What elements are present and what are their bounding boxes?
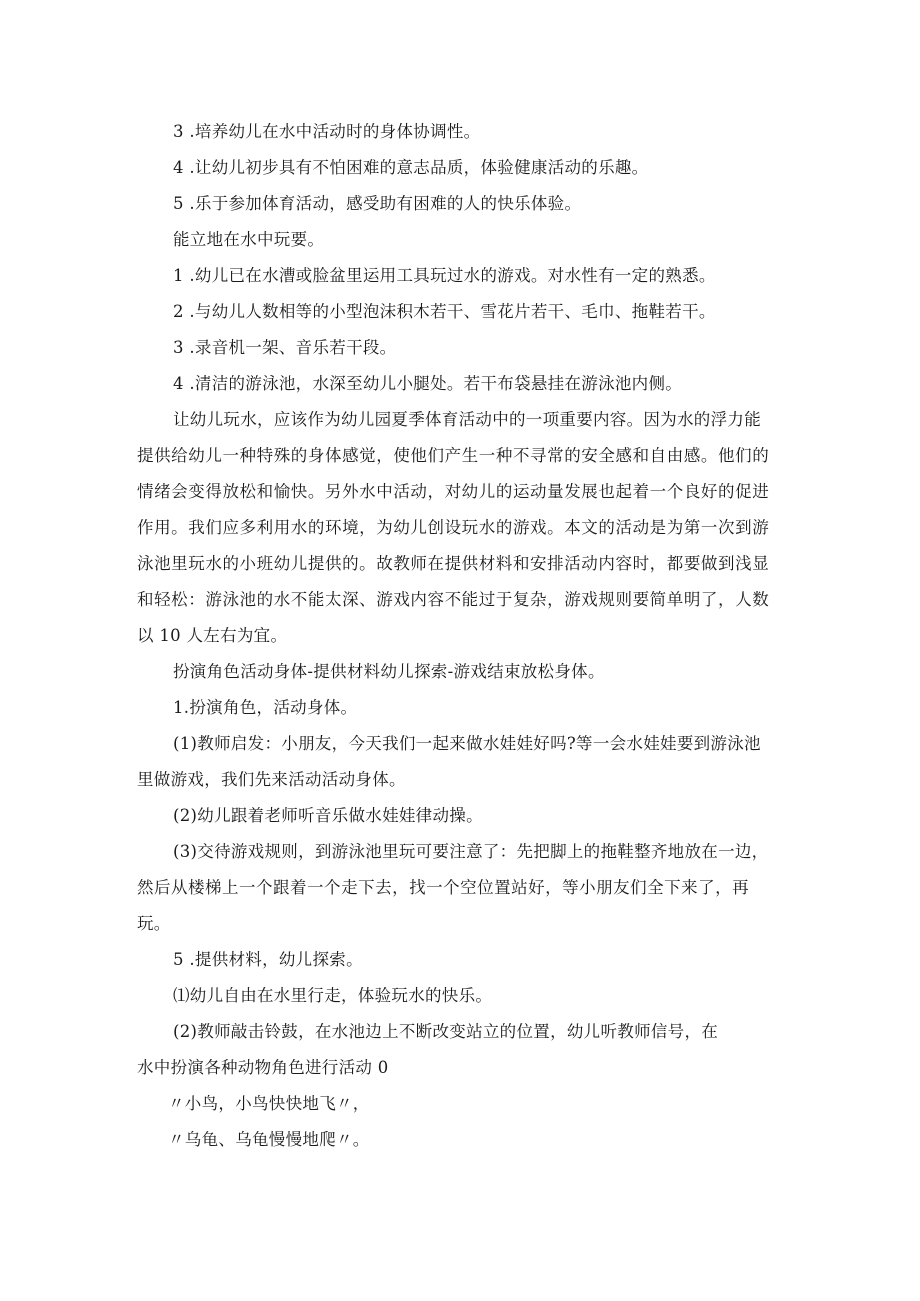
section-heading: 1.扮演角色，活动身体。 bbox=[173, 698, 358, 717]
paragraph-line: 作用。我们应多利用水的环境，为幼儿创设玩水的游戏。本文的活动是为第一次到游 bbox=[137, 518, 769, 537]
paragraph-line: 让幼儿玩水，应该作为幼儿园夏季体育活动中的一项重要内容。因为水的浮力能 bbox=[173, 410, 761, 429]
list-item: 4 .清洁的游泳池，水深至幼儿小腿处。若干布袋悬挂在游泳池内侧。 bbox=[173, 374, 683, 393]
paragraph-line: 泳池里玩水的小班幼儿提供的。故教师在提供材料和安排活动内容时，都要做到浅显 bbox=[137, 554, 769, 573]
paragraph-line: 能立地在水中玩要。 bbox=[173, 230, 325, 249]
paragraph-line: (2)教师敲击铃鼓，在水池边上不断改变站立的位置，幼儿听教师信号，在 bbox=[173, 1022, 719, 1041]
paragraph-line: 水中扮演各种动物角色进行活动 0 bbox=[137, 1058, 389, 1077]
list-item: 1 .幼儿已在水漕或脸盆里运用工具玩过水的游戏。对水性有一定的熟悉。 bbox=[173, 266, 716, 285]
paragraph-line: (2)幼儿跟着老师听音乐做水娃娃律动操。 bbox=[173, 806, 483, 825]
paragraph-line: 然后从楼梯上一个跟着一个走下去，找一个空位置站好，等小朋友们全下来了，再 bbox=[137, 878, 749, 897]
section-heading: 5 .提供材料，幼儿探索。 bbox=[173, 950, 363, 969]
list-item: 3 .培养幼儿在水中活动时的身体协调性。 bbox=[173, 122, 481, 141]
paragraph-line: 以 10 人左右为宜。 bbox=[137, 626, 288, 645]
paragraph-line: ⑴幼儿自由在水里行走，体验玩水的快乐。 bbox=[173, 986, 493, 1005]
paragraph-line: 扮演角色活动身体-提供材料幼儿探索-游戏结束放松身体。 bbox=[173, 662, 605, 681]
paragraph-line: 玩。 bbox=[137, 914, 171, 933]
quote-line: 〃小鸟，小鸟快快地飞〃， bbox=[168, 1094, 370, 1113]
list-item: 4 .让幼儿初步具有不怕困难的意志品质，体验健康活动的乐趣。 bbox=[173, 158, 649, 177]
paragraph-line: (3)交待游戏规则，到游泳池里玩可要注意了：先把脚上的拖鞋整齐地放在一边， bbox=[173, 842, 769, 861]
paragraph-line: 提供给幼儿一种特殊的身体感觉，使他们产生一种不寻常的安全感和自由感。他们的 bbox=[137, 446, 769, 465]
paragraph-line: 里做游戏，我们先来活动活动身体。 bbox=[137, 770, 406, 789]
list-item: 2 .与幼儿人数相等的小型泡沫积木若干、雪花片若干、毛巾、拖鞋若干。 bbox=[173, 302, 716, 321]
list-item: 3 .录音机一架、音乐若干段。 bbox=[173, 338, 397, 357]
paragraph-line: 和轻松：游泳池的水不能太深、游戏内容不能过于复杂，游戏规则要简单明了，人数 bbox=[137, 590, 769, 609]
paragraph-line: 情绪会变得放松和愉快。另外水中活动，对幼儿的运动量发展也起着一个良好的促进 bbox=[137, 482, 769, 501]
quote-line: 〃乌龟、乌龟慢慢地爬〃。 bbox=[168, 1130, 370, 1149]
list-item: 5 .乐于参加体育活动，感受助有困难的人的快乐体验。 bbox=[173, 194, 582, 213]
paragraph-line: (1)教师启发：小朋友，今天我们一起来做水娃娃好吗?等一会水娃娃要到游泳池 bbox=[173, 734, 761, 753]
